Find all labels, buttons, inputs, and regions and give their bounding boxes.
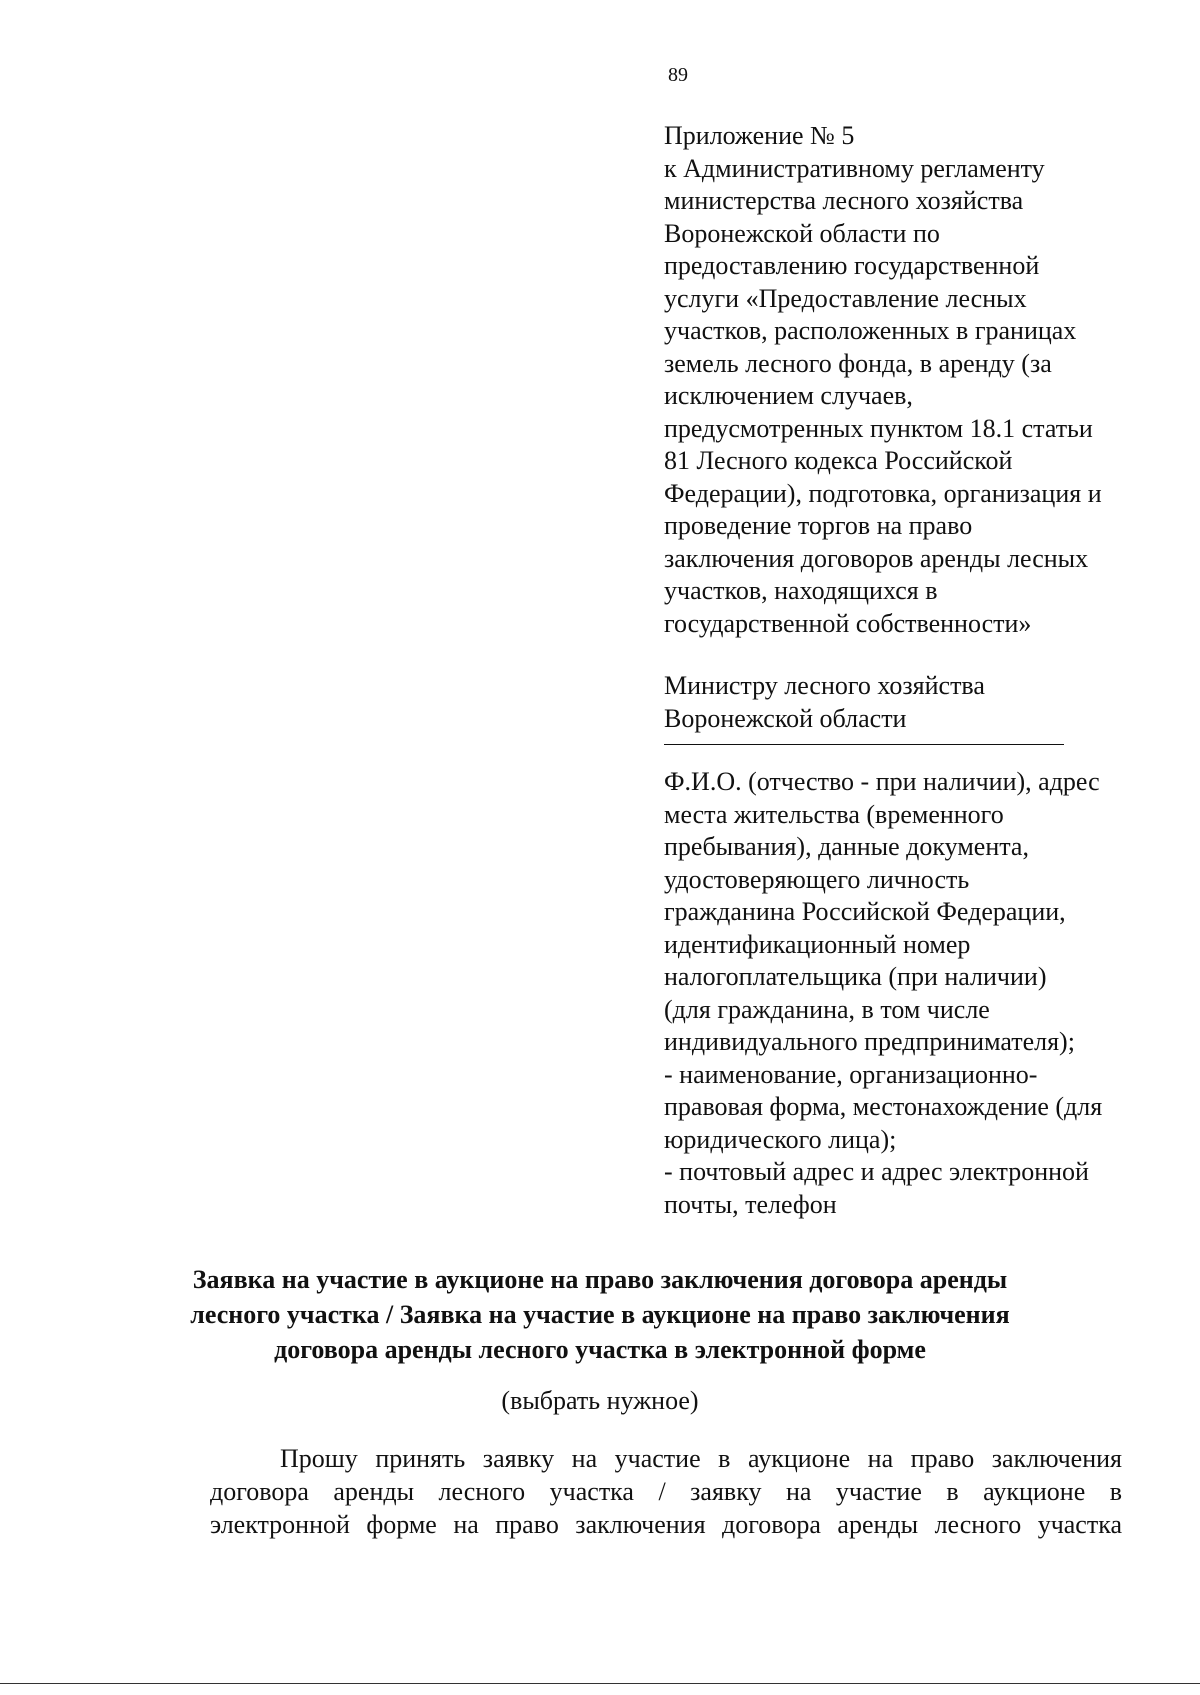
applicant-info-line: Ф.И.О. (отчество - при наличии), адрес (664, 767, 1100, 796)
document-title-line: Заявка на участие в аукционе на право заключения договора аренды (192, 1265, 1008, 1294)
annex-line: участков, расположенных в границах (664, 316, 1077, 345)
annex-line: услуги «Предоставление лесных (664, 283, 1027, 313)
choose-note: (выбрать нужное) (501, 1386, 699, 1415)
applicant-fill-line (664, 744, 1064, 745)
annex-line: земель лесного фонда, в аренду (за (664, 348, 1052, 378)
request-paragraph (210, 1442, 1122, 1541)
page-number: 89 (668, 64, 688, 86)
annex-line: участков, находящихся в (664, 576, 938, 605)
annex-line: государственной собственности» (664, 608, 1032, 638)
applicant-info-caption (664, 766, 1164, 1221)
applicant-info-line: идентификационный номер (664, 929, 971, 959)
applicant-info-line: налогоплательщика (при наличии) (664, 962, 1047, 991)
annex-line: министерства лесного хозяйства (664, 186, 1024, 215)
applicant-info-line: - наименование, организационно- (664, 1059, 1038, 1089)
annex-line: Воронежской области по (664, 218, 940, 248)
annex-line: заключения договоров аренды лесных (664, 543, 1089, 573)
annex-line: предоставлению государственной (664, 251, 1040, 280)
addressee-line: Воронежской области (664, 703, 907, 733)
applicant-info-line: индивидуального предпринимателя); (664, 1027, 1075, 1056)
scan-edge-line (0, 1683, 1200, 1684)
annex-line: исключением случаев, (664, 381, 913, 410)
applicant-info-line: юридического лица); (664, 1124, 897, 1154)
applicant-info-line: правовая форма, местонахождение (для (664, 1092, 1103, 1121)
applicant-info-line: гражданина Российской Федерации, (664, 897, 1066, 926)
applicant-info-line: места жительства (временного (664, 799, 1004, 829)
annex-line: Федерации), подготовка, организация и (664, 478, 1102, 508)
applicant-info-line: почты, телефон (664, 1189, 837, 1219)
document-title (140, 1262, 1060, 1367)
paragraph-line: Прошу принять заявку на участие в аукционе на право заключения (280, 1444, 1122, 1473)
applicant-info-line: удостоверяющего личность (664, 864, 970, 894)
annex-line: проведение торгов на право (664, 511, 973, 540)
addressee (664, 670, 1164, 735)
annex-reference (664, 120, 1164, 640)
annex-line: к Административному регламенту (664, 153, 1045, 183)
annex-line: 81 Лесного кодекса Российской (664, 446, 1013, 475)
applicant-info-line: пребывания), данные документа, (664, 832, 1029, 861)
addressee-line: Министру лесного хозяйства (664, 671, 985, 700)
document-title-line: лесного участка / Заявка на участие в аукционе на право заключения (190, 1300, 1010, 1329)
annex-line: предусмотренных пунктом 18.1 статьи (664, 413, 1093, 443)
applicant-info-line: (для гражданина, в том числе (664, 994, 990, 1024)
document-title-line: договора аренды лесного участка в электронной форме (274, 1335, 926, 1364)
applicant-info-line: - почтовый адрес и адрес электронной (664, 1157, 1089, 1186)
paragraph-line: электронной форме на право заключения договора аренды лесного участка (210, 1510, 1122, 1539)
annex-line: Приложение № 5 (664, 121, 855, 150)
paragraph-line: договора аренды лесного участка / заявку на участие в аукционе в (210, 1477, 1122, 1506)
